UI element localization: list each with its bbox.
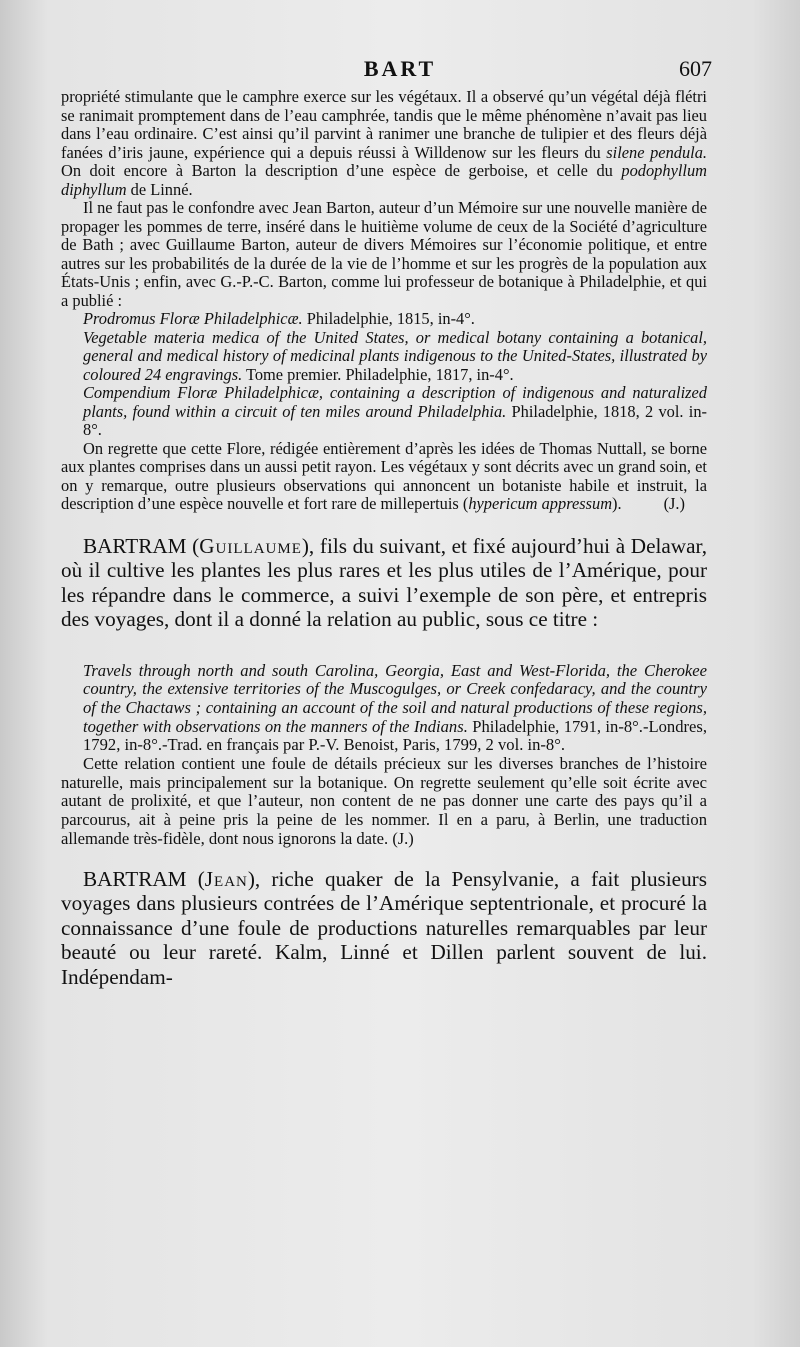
bartram-guillaume-paragraph-2 xyxy=(61,755,707,849)
barton-p1-text: propriété stimulante que le camphre exerce sur les végétaux. Il a observé qu’un végétal déjà flétri se ranimait promptement dans de l’eau camphrée, tandis que le même phénomène n’avait pas lieu dans l’eau ordinaire. C’est ainsi qu’il parvint à ranimer une branche de tulipier et des fleurs déjà fanées d’iris jaune, expérience qui a depuis réussi à Willdenow sur les fleurs du xyxy=(61,87,707,162)
page-body xyxy=(61,88,707,989)
reference-vegetable-pub: Tome premier. Philadelphie, 1817, in-4°. xyxy=(246,364,514,384)
barton-p1-italic-2: podophyllum diphyllum xyxy=(61,161,707,199)
bartram-jean-given-name: Jean xyxy=(204,866,248,891)
reference-travels xyxy=(61,662,707,756)
bartram-guillaume-entry: BARTRAM (Guillaume), fils du suivant, et fixé aujourd’hui à Delawar, où il cultive les plantes les plus rares et les plus utiles de l’Amérique, pour les répandre dans le commerce, a suivi l’exemple de son père, et entrepris des voyages, dont il a donné la relation au public, sous ce titre : xyxy=(61,533,707,631)
reference-travels-pub: Philadelphie, 1791, in-8°.-Londres, 1792, in-8°.-Trad. en français par P.-V. Benoist, Paris, 1799, 2 vol. in-8°. xyxy=(83,716,707,755)
page-number: 607 xyxy=(679,56,712,81)
reference-compendium-title: Compendium Floræ Philadelphicæ, containing a description of indigenous and naturalized plants, found within a circuit of ten miles around Philadelphia. xyxy=(83,383,707,421)
barton-paragraph-2: Il ne faut pas le confondre avec Jean Barton, auteur d’un Mémoire sur une nouvelle manière de propager les pommes de terre, inséré dans le huitième volume de ceux de la Société d’agriculture de Bath ; avec Guillaume Barton, auteur de divers Mémoires sur l’économie politique, et entre autres sur les probabilités de la durée de la vie de l’homme et sur les progrès de la population aux États-Unis ; enfin, avec G.-P.-C. Barton, comme lui professeur de botanique à Philadelphie, et qui a publié : xyxy=(61,198,707,310)
reference-travels-title: Travels through north and south Carolina, Georgia, East and West-Florida, the Cherokee country, the extensive territories of the Muscogulges, or Creek confedaracy, and the country of the Chactaws ; containing an account of the soil and natural productions of these regions, together with observations on the manners of the Indians. xyxy=(83,660,707,736)
bartram-guillaume-signature: (J.) xyxy=(392,828,414,848)
bartram-guillaume-text: ), fils du suivant, et fixé aujourd’hui à Delawar, où il cultive les plantes les plus rares et les plus utiles de l’Amérique, pour les répandre dans le commerce, a suivi l’exemple de son père, et entrepris des voyages, dont il a donné la relation au public, sous ce titre : xyxy=(61,533,707,631)
reference-prodromus-title: Prodromus Floræ Philadelphicæ. xyxy=(83,309,303,328)
reference-vegetable-title: Vegetable materia medica of the United States, or medical botany containing a botanical, general and medical history of medicinal plants indigenous to the United-States, illustrated by coloured 24 engravings. xyxy=(83,327,707,384)
barton-p3-text-b: ). xyxy=(612,494,622,513)
barton-paragraph-1 xyxy=(61,88,707,199)
barton-p1-text-b: On doit encore à Barton la description d’une espèce de gerboise, et celle du xyxy=(61,161,613,180)
reference-prodromus xyxy=(61,310,707,329)
barton-paragraph-3 xyxy=(61,440,707,514)
reference-compendium-pub: Philadelphie, 1818, 2 vol. in-8°. xyxy=(83,401,707,439)
bartram-jean-entry: BARTRAM (Jean), riche quaker de la Pensylvanie, a fait plusieurs voyages dans plusieurs contrées de l’Amérique septentrionale, et procuré la connaissance d’une foule de productions naturelles remarquables par leur beauté ou leur rareté. Kalm, Linné et Dillen parlent souvent de lui. Indépendam- xyxy=(61,866,707,989)
bartram-jean-name: BARTRAM xyxy=(83,866,187,891)
barton-p3-text: On regrette que cette Flore, rédigée entièrement d’après les idées de Thomas Nuttall, se borne aux plantes comprises dans un aussi petit rayon. Les végétaux y sont décrits avec un grand soin, et on y remarque, outre plusieurs observations qui annoncent un botaniste habile et instruit, la description d’une espèce nouvelle et fort rare de millepertuis ( xyxy=(61,438,707,513)
page-header xyxy=(0,56,800,86)
bartram-jean-text: ), riche quaker de la Pensylvanie, a fait plusieurs voyages dans plusieurs contrées de l’Amérique septentrionale, et procuré la connaissance d’une foule de productions naturelles remarquables par leur beauté ou leur rareté. Kalm, Linné et Dillen parlent souvent de lui. Indépendam- xyxy=(61,866,707,989)
reference-compendium xyxy=(61,384,707,440)
barton-p3-italic: hypericum appressum xyxy=(468,494,613,513)
reference-prodromus-pub: Philadelphie, 1815, in-4°. xyxy=(306,309,475,328)
bartram-guillaume-name: BARTRAM xyxy=(83,533,187,558)
barton-p1-text-c: de Linné. xyxy=(130,179,193,199)
barton-p1-italic: silene pendula. xyxy=(606,142,707,162)
reference-vegetable-materia xyxy=(61,329,707,385)
running-head: BART xyxy=(363,56,437,81)
bartram-guillaume-p2-text: Cette relation contient une foule de détails précieux sur les diverses branches de l’histoire naturelle, mais principalement sur la botanique. On regrette seulement qu’elle soit écrite avec autant de prolixité, et que l’auteur, non content de ne pas donner une carte des pays qu’il a parcourus, ait à peine pris la peine de les nommer. Il en a paru, à Berlin, une traduction allemande très-fidèle, dont nous ignorons la date. xyxy=(61,754,707,848)
bartram-guillaume-given-name: Guillaume xyxy=(199,533,302,558)
barton-signature: (J.) xyxy=(663,494,685,513)
